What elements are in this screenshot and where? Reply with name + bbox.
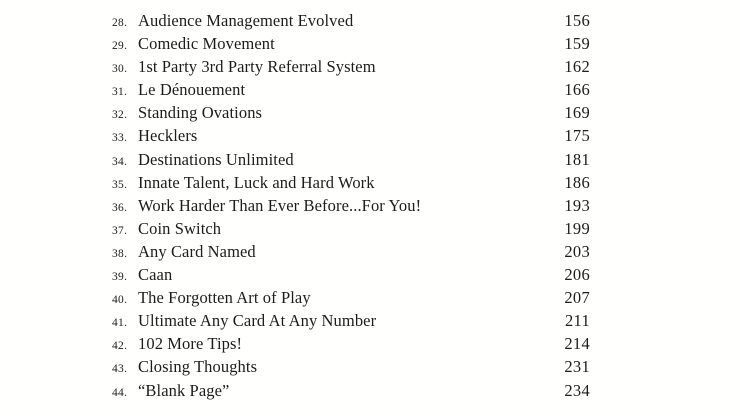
chapter-page-number: 234 xyxy=(564,380,590,400)
chapter-title: Innate Talent, Luck and Hard Work xyxy=(138,172,375,192)
chapter-page-number: 231 xyxy=(564,357,590,377)
toc-entry xyxy=(112,334,590,357)
chapter-page-number: 203 xyxy=(564,241,590,261)
toc-entry xyxy=(112,265,590,288)
chapter-page-number: 181 xyxy=(564,149,590,169)
toc-entry xyxy=(112,34,590,57)
toc-entry xyxy=(112,80,590,103)
chapter-number: 30. xyxy=(112,63,128,76)
chapter-number: 35. xyxy=(112,178,128,191)
chapter-page-number: 214 xyxy=(564,334,590,354)
toc-entry xyxy=(112,219,590,242)
chapter-title: Standing Ovations xyxy=(138,103,263,123)
chapter-title: 102 More Tips! xyxy=(138,334,243,354)
chapter-page-number: 156 xyxy=(564,11,590,30)
chapter-number: 37. xyxy=(112,224,128,237)
chapter-page-number: 193 xyxy=(564,195,590,215)
chapter-page-number: 169 xyxy=(564,103,590,123)
toc-entry xyxy=(112,242,590,265)
chapter-title: Any Card Named xyxy=(138,241,256,261)
chapter-number: 44. xyxy=(112,386,128,399)
chapter-number: 43. xyxy=(112,363,128,376)
chapter-title: Ultimate Any Card At Any Number xyxy=(138,311,377,331)
toc-entry xyxy=(112,126,590,149)
chapter-number: 42. xyxy=(112,340,128,353)
chapter-title: Work Harder Than Ever Before...For You! xyxy=(138,195,422,215)
chapter-page-number: 166 xyxy=(564,80,590,100)
toc-entry xyxy=(112,196,590,219)
chapter-number: 33. xyxy=(112,132,128,145)
chapter-title: Destinations Unlimited xyxy=(138,149,294,169)
chapter-number: 36. xyxy=(112,201,128,214)
toc-entry xyxy=(112,357,590,380)
chapter-title: Audience Management Evolved xyxy=(138,11,354,30)
chapter-title: “Blank Page” xyxy=(138,380,230,400)
chapter-title: Closing Thoughts xyxy=(138,357,258,377)
chapter-number: 29. xyxy=(112,40,128,53)
chapter-page-number: 211 xyxy=(564,311,590,331)
chapter-number: 38. xyxy=(112,247,128,260)
chapter-page-number: 159 xyxy=(564,34,590,54)
toc-entry xyxy=(112,311,590,334)
toc-entry xyxy=(112,57,590,80)
toc-entry xyxy=(112,288,590,311)
chapter-page-number: 186 xyxy=(564,172,590,192)
chapter-number: 34. xyxy=(112,155,128,168)
chapter-number: 31. xyxy=(112,86,128,99)
chapter-number: 28. xyxy=(112,17,128,29)
chapter-title: Coin Switch xyxy=(138,218,222,238)
toc-entry xyxy=(112,103,590,126)
chapter-page-number: 162 xyxy=(564,57,590,77)
chapter-title: Hecklers xyxy=(138,126,198,146)
toc-entry xyxy=(112,381,590,404)
chapter-title: Comedic Movement xyxy=(138,34,275,54)
chapter-title: Le Dénouement xyxy=(138,80,246,100)
chapter-page-number: 175 xyxy=(564,126,590,146)
chapter-number: 40. xyxy=(112,294,128,307)
chapter-page-number: 207 xyxy=(564,288,590,308)
chapter-page-number: 206 xyxy=(564,265,590,285)
chapter-title: The Forgotten Art of Play xyxy=(138,288,311,308)
toc-entry xyxy=(112,150,590,173)
chapter-title: Caan xyxy=(138,265,173,285)
toc-entry xyxy=(112,11,590,34)
chapter-number: 32. xyxy=(112,109,128,122)
chapter-number: 39. xyxy=(112,271,128,284)
toc-entry xyxy=(112,173,590,196)
chapter-title: 1st Party 3rd Party Referral System xyxy=(138,57,376,77)
chapter-number: 41. xyxy=(112,317,128,330)
chapter-page-number: 199 xyxy=(564,218,590,238)
